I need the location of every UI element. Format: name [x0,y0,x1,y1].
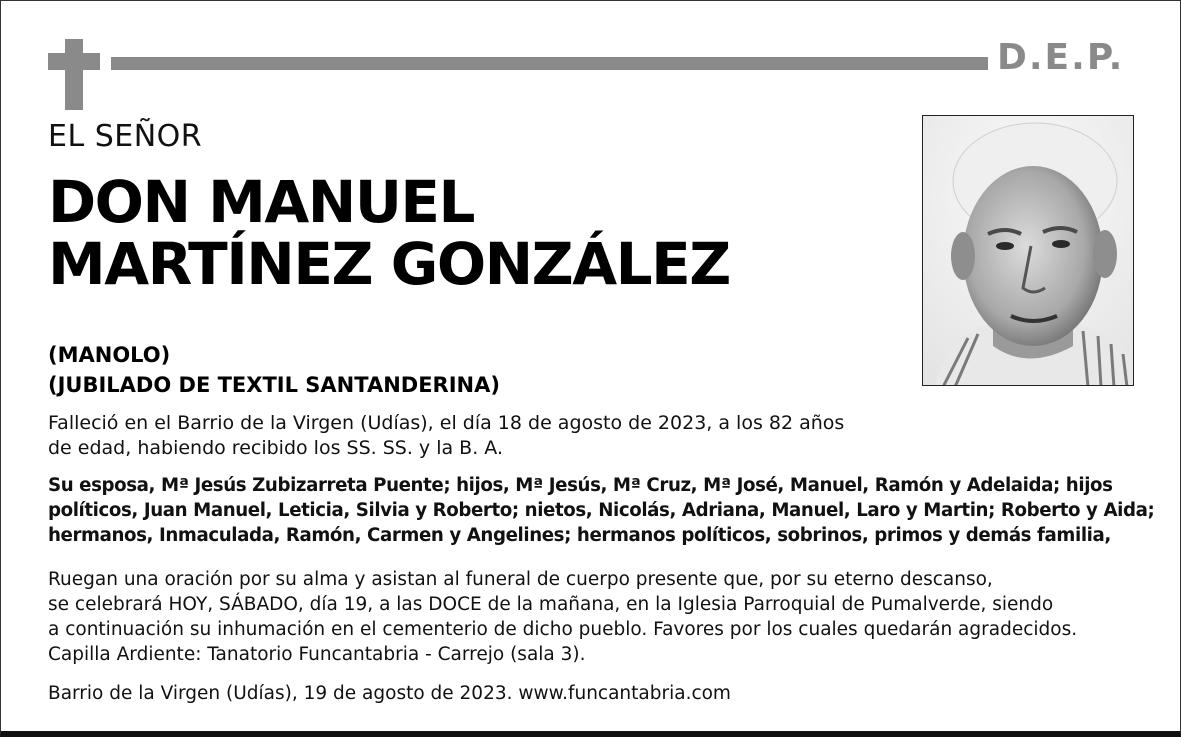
name-line-2: MARTÍNEZ GONZÁLEZ [48,230,730,298]
funeral-line: se celebrará HOY, SÁBADO, día 19, a las DOCE de la mañana, en la Iglesia Parroquial de Pumalverde, siendo [48,594,1054,615]
footer-place-date [48,681,731,706]
funeral-details [48,567,1077,667]
funeral-line: Ruegan una oración por su alma y asistan al funeral de cuerpo presente que, por su eterno descanso, [48,569,993,590]
nickname-block [48,340,500,400]
nickname: (MANOLO) [48,343,171,367]
funeral-line: a continuación su inhumación en el cementerio de dicho pueblo. Favores por los cuales quedarán agradecidos. [48,619,1078,640]
death-line: de edad, habiendo recibido los SS. SS. y la B. A. [48,437,503,459]
death-announcement [48,411,844,461]
deceased-name [48,168,730,298]
cross-icon-bar [48,53,100,70]
funeral-line: Capilla Ardiente: Tanatorio Funcantabria - Carrejo (sala 3). [48,644,586,665]
header-rule [111,57,988,70]
honorific: EL SEÑOR [48,119,203,154]
footer-line: Barrio de la Virgen (Udías), 19 de agosto de 2023. www.funcantabria.com [48,683,731,704]
name-line-1: DON MANUEL [48,168,475,236]
occupation: (JUBILADO DE TEXTIL SANTANDERINA) [48,373,500,397]
family-list [48,473,1154,548]
death-line: Falleció en el Barrio de la Virgen (Udías), el día 18 de agosto de 2023, a los 82 años [48,412,845,434]
family-line: hermanos, Inmaculada, Ramón, Carmen y Angelines; hermanos políticos, sobrinos, primos y demás familia, [48,525,1111,546]
family-line: políticos, Juan Manuel, Leticia, Silvia y Roberto; nietos, Nicolás, Adriana, Manuel, Laro y Martin; Roberto y Aida; [48,500,1155,521]
family-line: Su esposa, Mª Jesús Zubizarreta Puente; hijos, Mª Jesús, Mª Cruz, Mª José, Manuel, Ramón y Adelaida; hijos [48,475,1113,496]
dep-label: D.E.P. [997,37,1125,78]
cross-icon [65,39,83,110]
portrait-photo [922,115,1134,386]
